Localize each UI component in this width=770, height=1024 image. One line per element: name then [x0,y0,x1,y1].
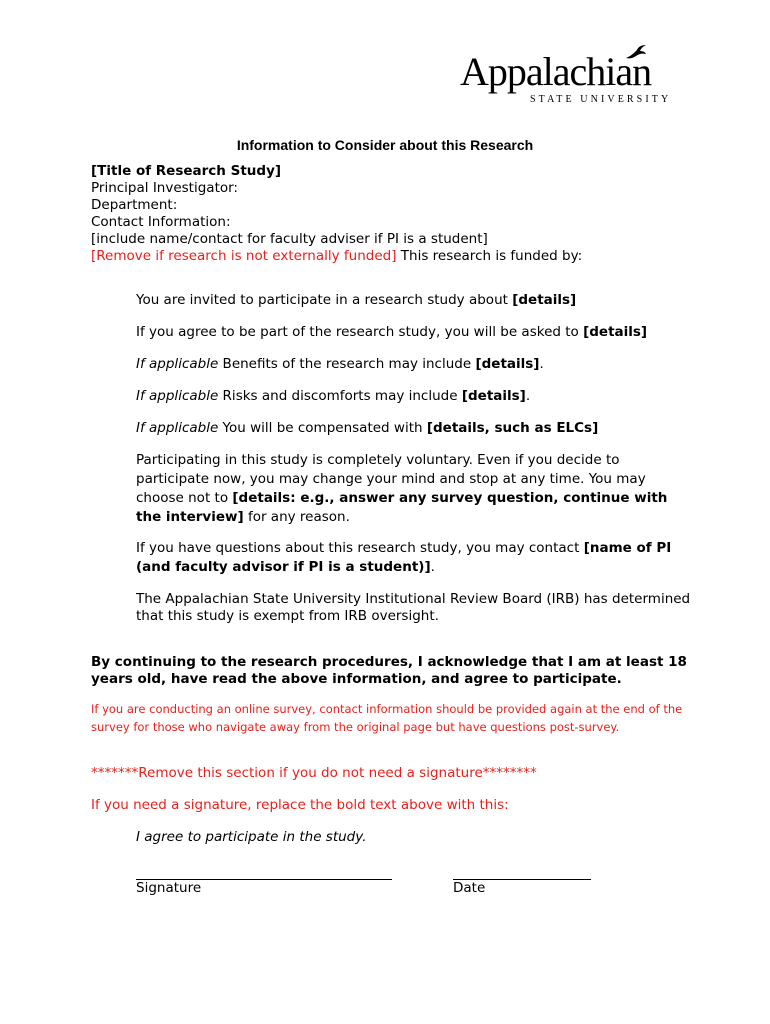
benefits-applicable: If applicable [136,356,219,372]
replace-note: If you need a signature, replace the bold text above with this: [91,797,509,813]
benefits-end: . [539,356,544,372]
voluntary-text: Participating in this study is completely voluntary. Even if you decide to participate now, you may change your mind and stop at any time. You may choose not to [136,452,646,506]
principal-investigator: Principal Investigator: [91,180,238,196]
comp-applicable: If applicable [136,420,219,436]
benefits-text: Benefits of the research may include [218,356,476,372]
remove-section-note: *******Remove this section if you do not need a signature******** [91,765,537,781]
comp-details: [details, such as ELCs] [426,420,599,436]
invited-paragraph [136,291,696,310]
agree-text: If you agree to be part of the research study, you will be asked to [136,324,584,340]
acknowledgement: By continuing to the research procedures, I acknowledge that I am at least 18 years old, have read the above information, and agree to participate. [91,654,687,687]
page-title: Information to Consider about this Research [236,137,534,153]
invited-details: [details] [512,292,577,308]
questions-text: If you have questions about this research study, you may contact [136,540,584,556]
risks-details: [details] [461,388,526,404]
benefits-paragraph [136,355,696,374]
adviser-note: [include name/contact for faculty adviser if PI is a student] [91,231,488,247]
agree-paragraph [136,323,696,342]
risks-applicable: If applicable [136,388,219,404]
risks-text: Risks and discomforts may include [218,388,462,404]
agree-statement: I agree to participate in the study. [136,829,367,845]
comp-text: You will be compensated with [218,420,427,436]
questions-details: [name of PI (and faculty advisor if PI is a student)] [136,540,672,575]
compensation-paragraph [136,419,696,438]
benefits-details: [details] [475,356,540,372]
irb-paragraph: The Appalachian State University Institutional Review Board (IRB) has determined that this study is exempt from IRB oversight. [136,591,691,624]
funding-text: This research is funded by: [396,248,583,264]
voluntary-paragraph [136,451,696,527]
funding-remove-note: [Remove if research is not externally funded] [91,248,397,264]
study-header [91,163,582,265]
logo-wordmark: Appalachian [460,49,652,94]
voluntary-end: for any reason. [243,509,350,525]
agree-details: [details] [583,324,648,340]
questions-paragraph [136,539,696,577]
questions-end: . [430,559,435,575]
funding-line [91,248,582,265]
study-title: [Title of Research Study] [91,163,282,179]
voluntary-details: [details: e.g., answer any survey question, continue with the interview] [136,490,668,525]
department: Department: [91,197,178,213]
online-survey-note: If you are conducting an online survey, contact information should be provided again at the end of the survey for those who navigate away from the original page but have questions post-survey. [91,702,683,734]
invited-text: You are invited to participate in a research study about [136,292,513,308]
risks-paragraph [136,387,696,406]
university-logo [460,44,685,106]
signature-label: Signature [136,880,202,896]
date-label: Date [453,880,486,896]
risks-end: . [525,388,531,404]
contact-information: Contact Information: [91,214,231,230]
logo-subtitle: STATE UNIVERSITY [530,94,672,105]
